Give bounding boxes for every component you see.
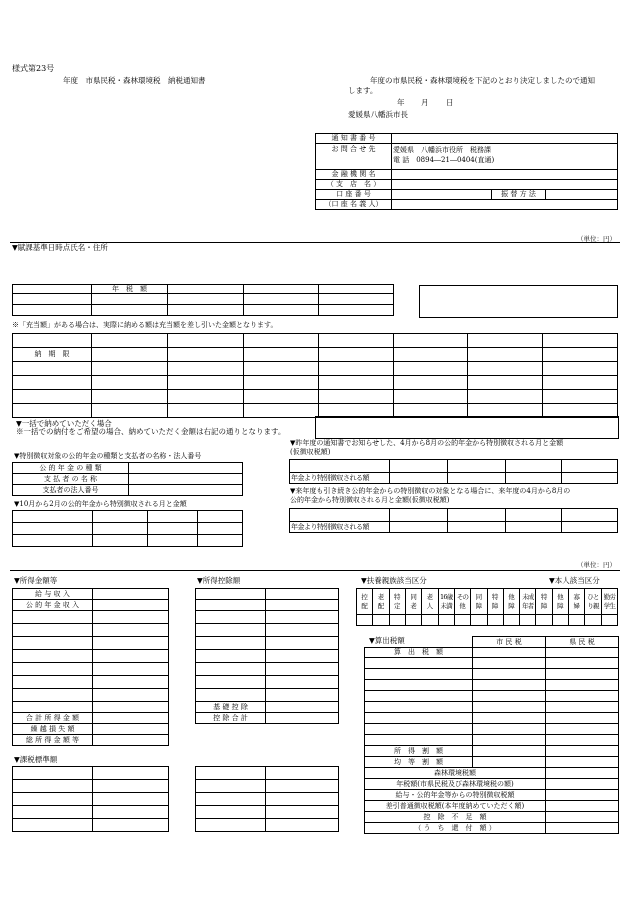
account-number-label: 口 座 番 号 [316,190,392,200]
dependent-cell-0 [357,615,373,626]
taxable-table-right [195,766,339,832]
lump-sum-title: ▼一括で納めていただく場合 [16,419,112,428]
dependents-title: ▼扶養親族該当区分 [361,576,427,585]
total-income-label: 合 計 所 得 金 額 [13,713,93,724]
taxable-table-left [12,766,169,832]
account-holder-value [392,200,618,210]
unit-label-top: （単位：円） [577,235,616,243]
contact-office: 愛媛県 八幡浜市役所 税務課 [393,146,491,154]
notice-title: 年度 市県民税・森林環境税 納税通知書 [63,76,206,85]
pension-type-label: 公 的 年 金 の 種 類 [13,463,129,474]
oct-feb-title: ▼10月から2月の公的年金から特別徴収される月と金額 [14,500,187,508]
dependent-col-2 [389,589,405,615]
dependent-col-1 [373,589,389,615]
dependent-col-label: 他 [508,592,515,601]
pref-tax-header: 県 民 税 [546,637,619,648]
account-number-value [392,190,492,200]
notice-text-line2: します。 [348,86,378,95]
shortfall-label: 控 除 不 足 額 [365,812,546,823]
dependent-col-0 [357,589,373,615]
dependent-cell-4 [422,615,438,626]
gross-income-label: 総 所 得 金 額 等 [13,735,93,746]
dependent-cell-3 [405,615,421,626]
notice-text-line1: 年度の市県民税・森林環境税を下記のとおり決定しましたので通知 [370,76,595,85]
dependent-col-label: 寡 [573,592,580,601]
info-box [315,133,618,210]
deduction-table [195,588,339,724]
branch-label: （ 支 店 名 ） [316,180,392,190]
dependent-col-label: り親 [587,601,599,610]
self-category-title: ▼本人該当区分 [549,576,600,585]
dependent-col-6 [454,589,470,615]
dependent-cell-5 [438,615,454,626]
bank-name-value [392,170,618,180]
date-year: 年 [397,98,405,107]
dependent-col-label: 婦 [573,601,580,610]
dependent-col-label: 勤労 [603,592,616,601]
calc-title: ▼算出税額 [369,636,405,645]
calc-table [364,636,619,834]
annual-tax-table [12,284,394,316]
taxpayer-label: ▼賦課基準日時点氏名・住所 [12,243,108,252]
dependent-cell-10 [520,615,536,626]
contact-value [392,144,618,170]
income-title: ▼所得金額等 [14,576,58,585]
dependent-cell-12 [552,615,568,626]
special-collection-label: 給与・公的年金等からの特別徴収税額 [365,790,546,801]
annual-tax-total-label: 年税額(市県民税及び森林環境税の額) [365,779,546,790]
dependent-col-14 [585,589,601,615]
dependent-col-label: 障 [491,601,499,610]
dependent-col-label: 特 [540,592,548,601]
dependent-col-label: 障 [540,601,548,610]
dependent-col-label: 障 [508,601,515,610]
dependent-col-8 [487,589,503,615]
dependent-col-11 [536,589,552,615]
dependent-col-label: 同 [475,592,483,601]
dependent-col-label: 老 [377,592,385,601]
pension-payer-table [12,462,243,496]
dependent-col-label: 老 [410,601,417,610]
date-month: 月 [421,98,429,107]
prev-year-subtitle: (仮徴収税額) [290,448,331,456]
dependent-col-label: 配 [361,601,368,610]
ordinary-collection-label: 差引普通徴収税額(本年度納めていただく額) [365,801,546,812]
dependent-col-label: 他 [459,601,466,610]
issuer: 愛媛県八幡浜市長 [348,110,408,119]
dependent-col-label: 他 [557,592,564,601]
payer-corp-number-label: 支払者の法人番号 [13,485,129,496]
taxable-title: ▼課税標準額 [14,755,58,764]
dependent-cell-11 [536,615,552,626]
equal-split-label: 均 等 割 額 [365,757,473,768]
dependent-col-label: ひと [587,592,599,601]
dependent-col-label: 障 [557,601,564,610]
dependent-cell-6 [454,615,470,626]
deduction-total-label: 控 除 合 計 [196,713,266,724]
dependent-cell-9 [503,615,519,626]
dependent-col-5 [438,589,454,615]
dependent-cell-13 [569,615,585,626]
basic-deduction-label: 基 礎 控 除 [196,702,266,713]
dependent-cell-2 [389,615,405,626]
forest-tax-label: 森林環境税額 [365,768,546,779]
dependent-col-9 [503,589,519,615]
dependent-col-label: 控 [361,592,368,601]
dependent-col-label: 配 [377,601,385,610]
annual-tax-label: 年 税 額 [92,285,168,294]
account-holder-label: （口 座 名 義 人） [316,200,392,210]
contact-label: お 問 合 せ 先 [316,144,392,170]
dependent-col-4 [422,589,438,615]
dependent-col-label: 定 [394,601,401,610]
dependent-col-label: その [456,592,469,601]
dependent-col-15 [601,589,617,615]
dependent-cell-1 [373,615,389,626]
lump-sum-note: ※一括での納付をご希望の場合、納めていただく金額は右記の通りとなります。 [16,427,286,436]
dependent-col-7 [471,589,487,615]
dependent-cell-14 [585,615,601,626]
payment-schedule-table [12,333,618,418]
bank-name-label: 金 融 機 関 名 [316,170,392,180]
dependent-col-12 [552,589,568,615]
dependents-table [356,588,618,626]
transfer-method-label: 振 替 方 法 [492,190,546,200]
dependent-col-10 [520,589,536,615]
dependent-col-label: 特 [394,592,401,601]
next-year-table [289,508,618,533]
unit-label-bottom: （単位：円） [577,561,616,569]
dependent-cell-8 [487,615,503,626]
lump-sum-box [315,416,619,439]
divider-bottom [10,570,620,571]
notice-number-value [392,134,618,144]
appropriation-note: ※「充当額」がある場合は、実際に納める額は充当額を差し引いた金額となります。 [12,321,278,329]
refund-label: （ う ち 還 付 額 ） [365,823,546,834]
notice-number-label: 通 知 書 番 号 [316,134,392,144]
next-year-subtitle: 公的年金から特別徴収される月と金額(仮徴収税額) [290,496,450,504]
prev-year-row-label: 年金より特別徴収される額 [290,473,390,484]
dependent-col-13 [569,589,585,615]
dependent-col-label: 同 [410,592,417,601]
oct-feb-table [12,510,243,547]
payer-name-label: 支 払 者 の 名 称 [13,474,129,485]
computed-tax-label: 算 出 税 額 [365,648,473,658]
date-day: 日 [446,98,454,107]
prev-year-table [289,459,618,484]
deduction-title: ▼所得控除額 [197,576,241,585]
pension-income-label: 公 的 年 金 収 入 [13,600,93,611]
carryover-loss-label: 繰 越 損 失 額 [13,724,93,735]
dependent-col-label: 人 [426,601,434,610]
dependent-col-label: 障 [475,601,483,610]
dependent-col-3 [405,589,421,615]
dependent-col-label: 年者 [522,601,534,610]
pension-title: ▼特別徴収対象の公的年金の種類と支払者の名称・法人番号 [14,452,202,460]
contact-phone: 電 話 0894―21―0404(直通) [393,155,495,164]
transfer-method-value [546,190,618,200]
annual-tax-aside-box [419,285,618,318]
next-year-title: ▼来年度も引き続き公的年金からの特別徴収の対象となる場合に、来年度の4月から8月の [290,487,571,495]
dependent-col-label: 老 [426,592,434,601]
dependent-cell-7 [471,615,487,626]
due-date-label: 納 期 限 [13,348,92,362]
city-tax-header: 市 民 税 [473,637,546,648]
income-table [12,588,169,746]
dependent-col-label: 未成 [522,592,534,601]
dependent-col-label: 学生 [603,601,616,610]
income-split-label: 所 得 割 額 [365,746,473,757]
salary-income-label: 給 与 収 入 [13,589,93,600]
prev-year-title: ▼昨年度の通知書でお知らせした、4月から8月の公的年金から特別徴収される月と金額 [290,439,564,447]
dependent-col-label: 未満 [440,601,452,610]
form-number: 様式第23号 [12,64,55,73]
dependent-cell-15 [601,615,617,626]
branch-value [392,180,618,190]
dependent-col-label: 16歳 [440,592,453,601]
dependent-col-label: 特 [491,592,499,601]
next-year-row-label: 年金より特別徴収される額 [290,522,390,533]
